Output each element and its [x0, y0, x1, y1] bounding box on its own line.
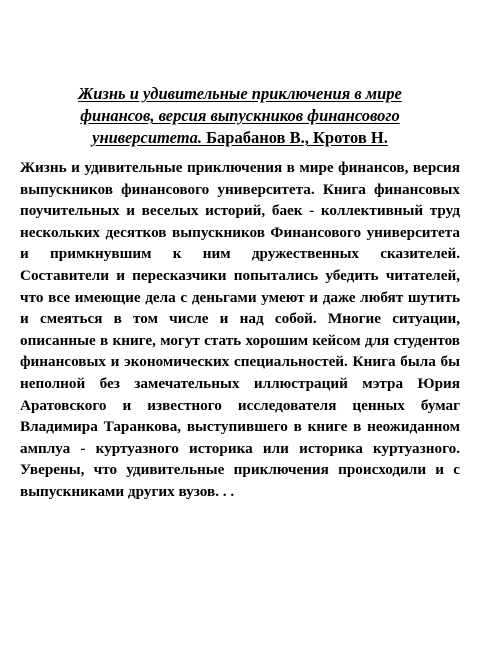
document-body-paragraph: Жизнь и удивительные приключения в мире финансов, версия выпускников финансового университета. Книга финансовых поучительных и веселых историй, баек - коллективный труд нескольких десятков выпускников Финансового университета и примкнувшим к ним дружественных сказителей. Составители и пересказчики попытались убедить читателей, что все имеющие дела с деньгами умеют и даже любят шутить и смеяться в том числе и над собой. Многие ситуации, описанные в книге, могут стать хорошим кейсом для студентов финансовых и экономических специальностей. Книга была бы неполной без замечательных иллюстраций мэтра Юрия Аратовского и известного исследователя ценных бумаг Владимира Таранкова, выступившего в книге в неожиданном амплуа - куртуазного историка или историка куртуазного. Уверены, что удивительные приключения происходили и с выпускниками других вузов. . . — [20, 159, 460, 500]
document-title — [40, 83, 440, 149]
title-italic-part: Жизнь и удивительные приключения в мире финансов, версия выпускников финансового университета. — [78, 84, 402, 147]
title-authors-part: Барабанов В., Кротов Н. — [201, 128, 388, 147]
